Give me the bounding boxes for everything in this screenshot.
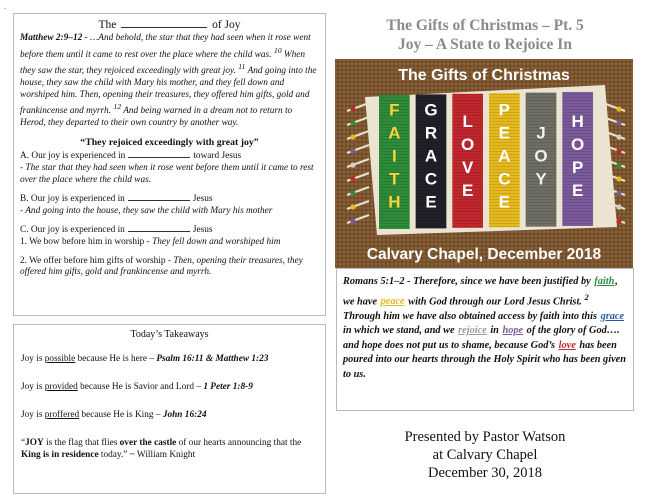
scripture-reference: Matthew 2:9–12 - — [20, 33, 88, 43]
stripe-letter: P — [571, 158, 584, 177]
fringe-bead — [350, 176, 355, 181]
stripe-letter: H — [571, 112, 584, 131]
point-note: Then, opening their treasures, they offered him gifts, gold and frankincense and myrrh. — [20, 255, 303, 278]
point-c-2 — [20, 256, 319, 279]
stripe-letter: A — [498, 146, 511, 166]
point-text: C. Our joy is experienced in — [20, 225, 125, 236]
gifts-of-christmas-banner — [335, 59, 633, 268]
quote-keyword: over the castle — [119, 438, 177, 448]
romans-reference: Romans 5:1–2 — [343, 276, 405, 287]
passage-text: , we have — [343, 276, 618, 308]
takeaway-keyword: possible — [44, 354, 76, 364]
stripe-letter: E — [461, 181, 474, 200]
series-header — [336, 16, 634, 54]
passage-text: in — [487, 325, 502, 337]
banner-bottom-text: Calvary Chapel, December 2018 — [366, 246, 602, 263]
scripture-passage — [20, 33, 319, 129]
point-b-note: - And going into the house, they saw the child with Mary his mother — [20, 205, 273, 216]
fill-in-blank[interactable] — [128, 150, 190, 158]
point-text: 1. We bow before him in worship - — [20, 237, 153, 247]
word-peace: peace — [380, 296, 405, 308]
stripe-word-joy — [534, 124, 547, 189]
quote-keyword: JOY — [25, 438, 44, 448]
fill-in-blank[interactable] — [128, 193, 190, 201]
stripe-letter: C — [498, 169, 511, 189]
point-text: toward Jesus — [193, 151, 242, 162]
takeaway-reference: Psalm 16:11 & Matthew 1:23 — [156, 354, 269, 364]
fringe-bead — [616, 120, 621, 125]
takeaways-panel — [13, 324, 326, 494]
point-c-1 — [20, 237, 319, 249]
stripe-letter: O — [534, 146, 548, 166]
passage-text: of the glory of God…. and hope does not put us to shame, because God’s — [343, 325, 620, 351]
word-rejoice: rejoice — [458, 325, 487, 337]
point-text: 2. We offer before him gifts of worship - — [20, 255, 174, 266]
fringe-bead — [616, 162, 621, 167]
stripe-letter: Y — [535, 169, 547, 189]
word-love: love — [558, 339, 576, 351]
quote-mark: “ — [21, 438, 26, 448]
stripe-letter: G — [424, 100, 438, 120]
scripture-text: When they saw the star, they rejoiced exceedingly with great joy. — [20, 49, 306, 77]
verse-number: 11 — [238, 62, 246, 72]
word-grace: grace — [600, 310, 625, 322]
scarf — [347, 85, 625, 235]
date-line: December 30, 2018 — [428, 465, 542, 481]
takeaway-text: because He is King – — [79, 410, 163, 420]
takeaway-keyword: proffered — [44, 410, 80, 420]
stripe-letter: E — [571, 181, 584, 200]
point-a — [20, 150, 319, 163]
passage-text: - Therefore, since we have been justified by — [404, 276, 594, 287]
fringe-bead — [616, 218, 621, 223]
stripe-letter: V — [461, 158, 474, 177]
stripe-letter: C — [424, 169, 438, 189]
takeaway-text: because He is Savior and Lord – — [77, 382, 204, 392]
takeaway-row — [21, 382, 318, 392]
takeaway-text: because He is here – — [75, 354, 157, 364]
verse-number: 2 — [584, 291, 589, 302]
fringe-bead — [350, 204, 355, 209]
stripe-letter: I — [391, 146, 397, 166]
fringe-bead — [350, 120, 355, 125]
point-note: They fell down and worshiped him — [152, 237, 281, 247]
title-suffix: of Joy — [212, 19, 241, 31]
takeaway-reference: 1 Peter 1:8-9 — [203, 382, 253, 392]
banner-top-text: The Gifts of Christmas — [398, 67, 570, 84]
point-text: B. Our joy is experienced in — [20, 194, 125, 205]
title-prefix: The — [98, 19, 117, 31]
takeaway-keyword: provided — [44, 382, 78, 392]
stripe-letter: L — [462, 112, 473, 131]
fringe-bead — [350, 148, 355, 153]
takeaway-row — [21, 410, 318, 420]
stripe-letter: A — [424, 146, 438, 166]
word-faith: faith — [594, 276, 615, 287]
point-c — [20, 224, 319, 237]
takeaway-text: Joy is — [21, 382, 45, 392]
presenter-line: Presented by Pastor Watson — [404, 429, 566, 445]
scripture-text: …And behold, the star that they had seen when it rose went before them until it came to rest over the place where the child was. — [20, 33, 311, 60]
fringe-bead — [616, 190, 621, 195]
scripture-text: And being warned in a dream not to return to Herod, they departed to their own country by another way. — [20, 106, 293, 128]
stripe-letter: O — [461, 135, 475, 154]
joy-quote — [21, 438, 318, 461]
stripe-letter: E — [498, 123, 511, 143]
fringe-bead — [350, 162, 355, 167]
takeaway-reference: John 16:24 — [162, 410, 207, 420]
scripture-text: And going into the house, they saw the child with Mary his mother, and they fell down and worshiped him. Then, opening their treasures, they offered him gifts, gold and frankincense and myrrh. — [20, 66, 317, 117]
stripe-letter: E — [498, 192, 511, 212]
point-text: Jesus — [192, 225, 213, 236]
stripe-word-grace — [424, 101, 437, 212]
point-a-note: - The star that they had seen when it rose went before them until it came to rest over the place where the child was. — [20, 163, 314, 185]
corner-mark: . — [4, 2, 6, 11]
stripe-letter: O — [571, 135, 585, 154]
notes-title — [20, 19, 319, 31]
point-text: Jesus — [192, 194, 213, 205]
verse-number: 10 — [273, 45, 282, 55]
fringe-bead — [616, 134, 621, 139]
takeaway-text: Joy is — [21, 410, 45, 420]
passage-text: in which we stand, and we — [343, 325, 458, 337]
takeaway-text: Joy is — [21, 354, 45, 364]
presenter-info — [336, 428, 634, 482]
passage-text: Through him we have also obtained access by faith into this — [343, 310, 600, 322]
stripe-letter: R — [424, 123, 438, 143]
stripe-letter: F — [389, 100, 400, 120]
quote-keyword: King is in residence — [21, 449, 99, 460]
passage-text: with God through our Lord Jesus Christ. — [405, 296, 585, 308]
stripe-letter: E — [425, 192, 437, 212]
fill-in-blank[interactable] — [128, 224, 190, 232]
quote-text: is the flag that flies — [43, 438, 120, 448]
sermon-notes-panel — [13, 13, 326, 316]
fringe-bead — [616, 148, 621, 153]
point-b — [20, 193, 319, 206]
stripe-letter: P — [498, 100, 511, 120]
romans-passage — [336, 268, 634, 411]
quote-text: of our hearts announcing that the — [176, 438, 302, 448]
fringe-bead — [616, 106, 621, 111]
notes-heading: “They rejoiced exceedingly with great joy” — [80, 137, 259, 149]
stripe-word-peace — [498, 101, 510, 212]
quote-text: today.” ~ William Knight — [98, 449, 196, 460]
passage-text: has been poured into our hearts through the Holy Spirit who has been given to us. — [343, 339, 626, 380]
stripe-letter: J — [536, 123, 546, 143]
word-hope: hope — [502, 325, 524, 337]
point-text: A. Our joy is experienced in — [20, 151, 126, 162]
takeaway-row — [21, 354, 318, 364]
fringe-bead — [350, 106, 355, 111]
fringe-bead — [616, 176, 621, 181]
stripe-letter: A — [388, 123, 401, 143]
takeaways-title: Today’s Takeaways — [130, 329, 209, 340]
verse-number: 12 — [113, 102, 122, 112]
fringe-bead — [616, 204, 621, 209]
fringe-bead — [350, 134, 355, 139]
fringe-bead — [350, 190, 355, 195]
venue-line: at Calvary Chapel — [432, 447, 538, 463]
title-blank[interactable] — [121, 19, 207, 28]
stripe-letter: T — [389, 169, 400, 189]
stripe-letter: H — [388, 192, 401, 212]
series-title: The Gifts of Christmas – Pt. 5 — [386, 17, 584, 34]
fringe-bead — [350, 218, 355, 223]
sermon-title: Joy – A State to Rejoice In — [398, 36, 572, 53]
